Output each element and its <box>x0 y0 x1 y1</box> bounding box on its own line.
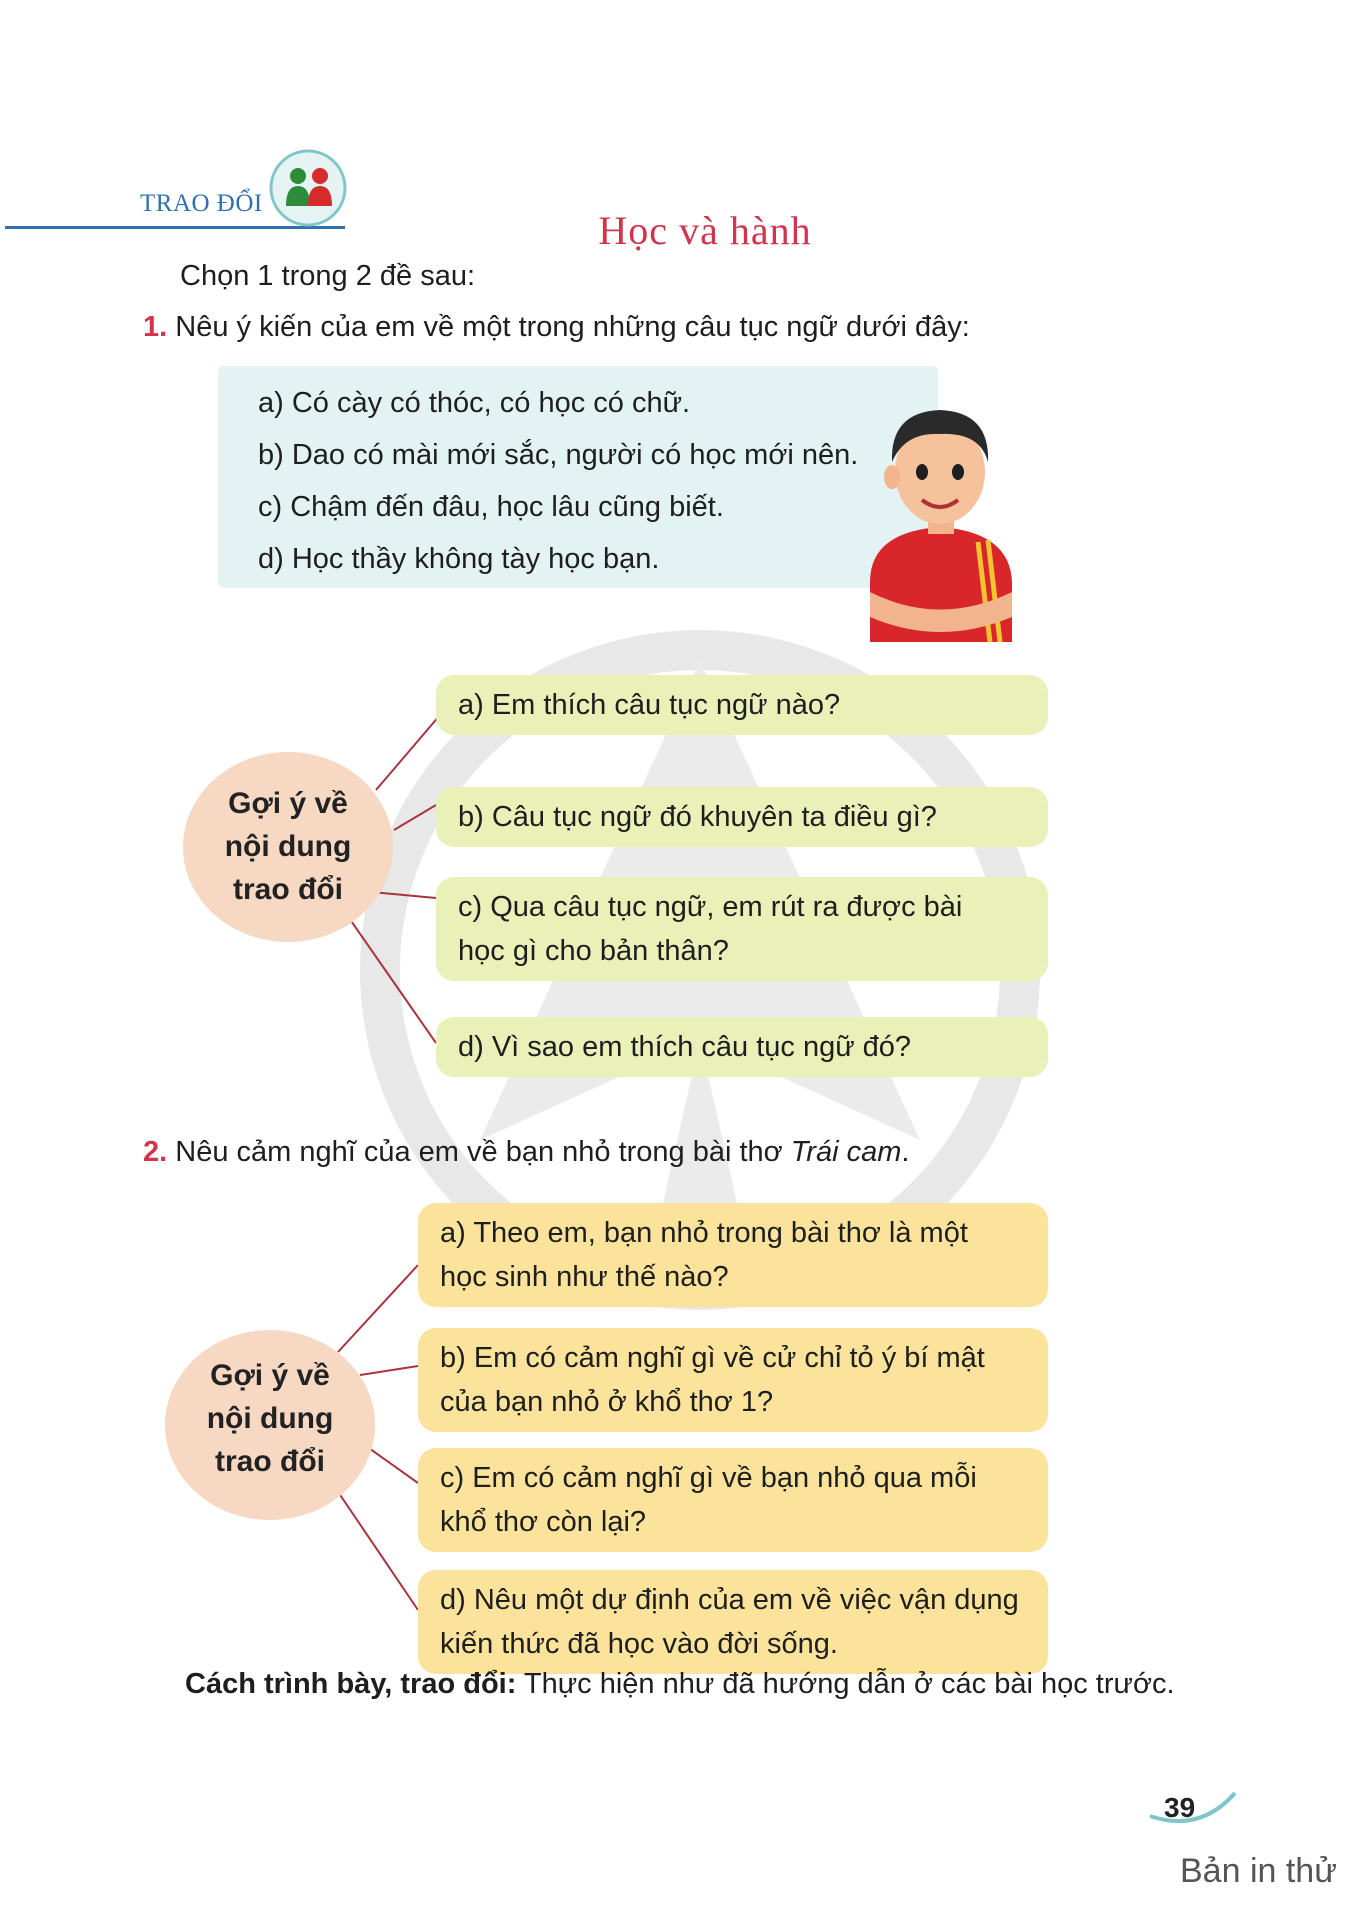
task2-text-end: . <box>901 1136 910 1168</box>
task2-question: c) Em có cảm nghĩ gì về bạn nhỏ qua mỗi khổ thơ còn lại? <box>418 1448 1048 1552</box>
task2-question: a) Theo em, bạn nhỏ trong bài thơ là một học sinh như thế nào? <box>418 1203 1048 1307</box>
task2-question: b) Em có cảm nghĩ gì về cử chỉ tỏ ý bí mật của bạn nhỏ ở khổ thơ 1? <box>418 1328 1048 1432</box>
task2-number: 2. <box>143 1136 168 1168</box>
instructions-label: Cách trình bày, trao đổi: <box>185 1668 517 1700</box>
task2-line <box>143 1132 909 1172</box>
proverb-item: d) Học thầy không tày học bạn. <box>258 543 660 575</box>
section-title: Học và hành <box>598 208 812 253</box>
instructions-text: Thực hiện như đã hướng dẫn ở các bài học trước. <box>516 1668 1175 1700</box>
intro-text: Chọn 1 trong 2 đề sau: <box>180 260 476 292</box>
hub-line: Gợi ý về <box>210 1359 330 1392</box>
hub-line: nội dung <box>224 830 352 863</box>
hub-line: nội dung <box>206 1402 334 1435</box>
task1-question: b) Câu tục ngữ đó khuyên ta điều gì? <box>436 787 1048 847</box>
task1-question: d) Vì sao em thích câu tục ngữ đó? <box>436 1017 1048 1077</box>
poem-title: Trái cam <box>790 1136 902 1168</box>
section-label: TRAO ĐỔI <box>140 190 263 217</box>
draft-label: Bản in thử <box>1180 1852 1337 1890</box>
task2-question: d) Nêu một dự định của em về việc vận dụng kiến thức đã học vào đời sống. <box>418 1570 1048 1674</box>
hub-line: trao đổi <box>215 1445 325 1478</box>
proverb-item: a) Có cày có thóc, có học có chữ. <box>258 387 691 419</box>
hint-hub-2 <box>165 1330 375 1520</box>
task1-number: 1. <box>143 311 168 343</box>
hint-hub-1 <box>183 752 393 942</box>
task1-question: a) Em thích câu tục ngữ nào? <box>436 675 1048 735</box>
hub-line: trao đổi <box>233 873 343 906</box>
task1-question: c) Qua câu tục ngữ, em rút ra được bài học gì cho bản thân? <box>436 877 1048 981</box>
hub-line: Gợi ý về <box>228 787 348 820</box>
page-number: 39 <box>1164 1792 1196 1823</box>
proverb-item: c) Chậm đến đâu, học lâu cũng biết. <box>258 491 724 523</box>
task1-text: Nêu ý kiến của em về một trong những câu tục ngữ dưới đây: <box>175 311 970 343</box>
presentation-instructions <box>185 1668 1175 1701</box>
proverb-item: b) Dao có mài mới sắc, người có học mới nên. <box>258 439 859 471</box>
task2-text: Nêu cảm nghĩ của em về bạn nhỏ trong bài thơ <box>175 1136 791 1168</box>
